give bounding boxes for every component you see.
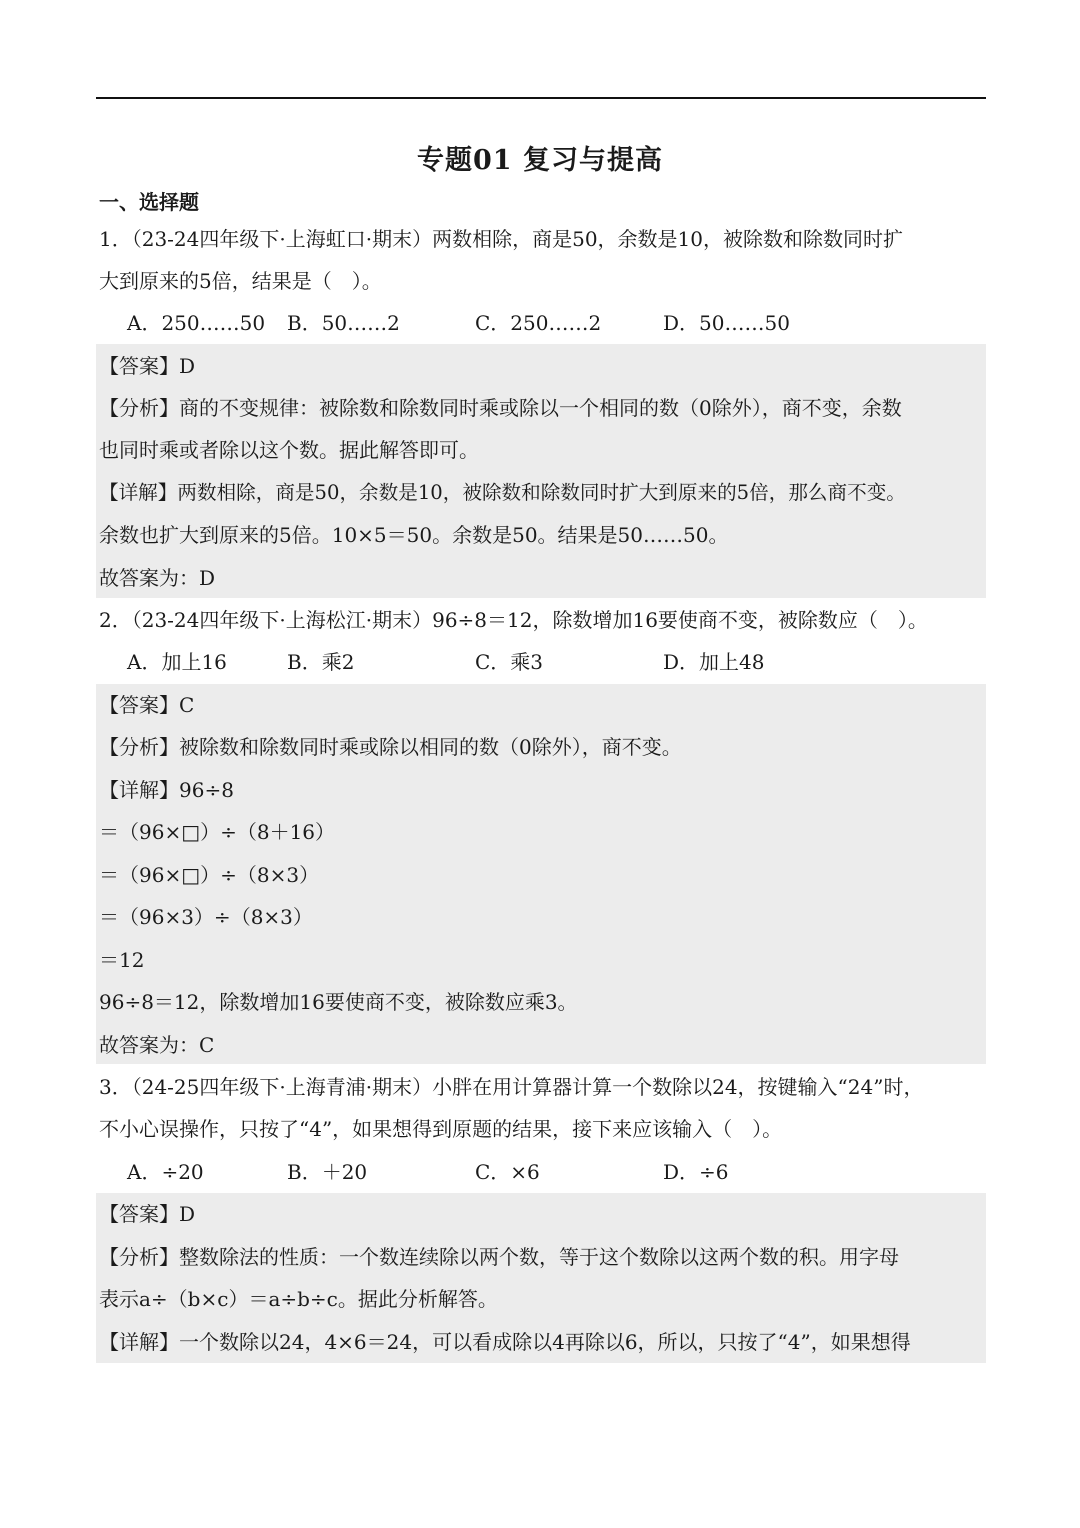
q2-detail-line-5: ＝12: [99, 948, 145, 972]
q2-stem-line-1: 2．（23-24四年级下·上海松江·期末）96÷8＝12，除数增加16要使商不变，被除数应（ ）。: [99, 608, 928, 632]
q1-stem-line-1: 1．（23-24四年级下·上海虹口·期末）两数相除，商是50，余数是10，被除数和除数同时扩: [99, 227, 903, 251]
q2-option-c: C．乘3: [475, 650, 544, 674]
q3-option-b: B．＋20: [287, 1160, 368, 1184]
q3-option-d: D．÷6: [663, 1160, 729, 1184]
q3-analysis-line-2: 表示a÷（b×c）＝a÷b÷c。据此分析解答。: [99, 1287, 498, 1311]
q2-option-b: B．乘2: [287, 650, 355, 674]
q1-analysis-line-1: 【分析】商的不变规律：被除数和除数同时乘或除以一个相同的数（0除外），商不变，余数: [99, 396, 902, 420]
q1-stem-line-2: 大到原来的5倍，结果是（ ）。: [99, 269, 382, 293]
q1-option-b: B．50……2: [287, 311, 400, 335]
q3-answer: 【答案】D: [99, 1202, 196, 1226]
q1-analysis-line-2: 也同时乘或者除以这个数。据此解答即可。: [99, 438, 479, 462]
q2-conclusion: 故答案为：C: [99, 1033, 215, 1057]
q2-detail-line-3: ＝（96×□）÷（8×3）: [99, 863, 320, 887]
q2-answer: 【答案】C: [99, 693, 195, 717]
q1-option-c: C．250……2: [475, 311, 602, 335]
q2-analysis: 【分析】被除数和除数同时乘或除以相同的数（0除外），商不变。: [99, 735, 682, 759]
q2-option-d: D．加上48: [663, 650, 765, 674]
q1-conclusion: 故答案为：D: [99, 566, 216, 590]
q2-option-a: A．加上16: [127, 650, 227, 674]
q1-detail-line-1: 【详解】两数相除，商是50，余数是10，被除数和除数同时扩大到原来的5倍，那么商不变。: [99, 481, 906, 504]
q1-answer: 【答案】D: [99, 354, 196, 378]
header-rule: [96, 97, 986, 99]
section-heading: 一、选择题: [99, 190, 199, 214]
q3-option-a: A．÷20: [127, 1160, 204, 1184]
q3-detail-line-1: 【详解】一个数除以24，4×6＝24，可以看成除以4再除以6，所以，只按了“4”，如果想得: [99, 1330, 911, 1354]
q2-detail-line-4: ＝（96×3）÷（8×3）: [99, 905, 313, 929]
q1-solution-box: [96, 344, 986, 598]
q2-detail-line-6: 96÷8＝12，除数增加16要使商不变，被除数应乘3。: [99, 990, 578, 1014]
q3-stem-line-2: 不小心误操作，只按了“4”，如果想得到原题的结果，接下来应该输入（ ）。: [99, 1117, 783, 1141]
q2-detail-line-2: ＝（96×□）÷（8＋16）: [99, 820, 336, 844]
q3-analysis-line-1: 【分析】整数除法的性质：一个数连续除以两个数，等于这个数除以这两个数的积。用字母: [99, 1245, 899, 1269]
q3-stem-line-1: 3．（24-25四年级下·上海青浦·期末）小胖在用计算器计算一个数除以24，按键输入“24”时，: [99, 1075, 924, 1099]
document-title: 专题01 复习与提高: [417, 145, 663, 176]
q1-option-d: D．50……50: [663, 311, 790, 335]
q1-detail-line-2: 余数也扩大到原来的5倍。10×5＝50。余数是50。结果是50……50。: [99, 523, 729, 547]
q1-option-a: A．250……50: [127, 311, 266, 335]
q3-option-c: C．×6: [475, 1160, 540, 1184]
q2-detail-line-1: 【详解】96÷8: [99, 778, 234, 802]
